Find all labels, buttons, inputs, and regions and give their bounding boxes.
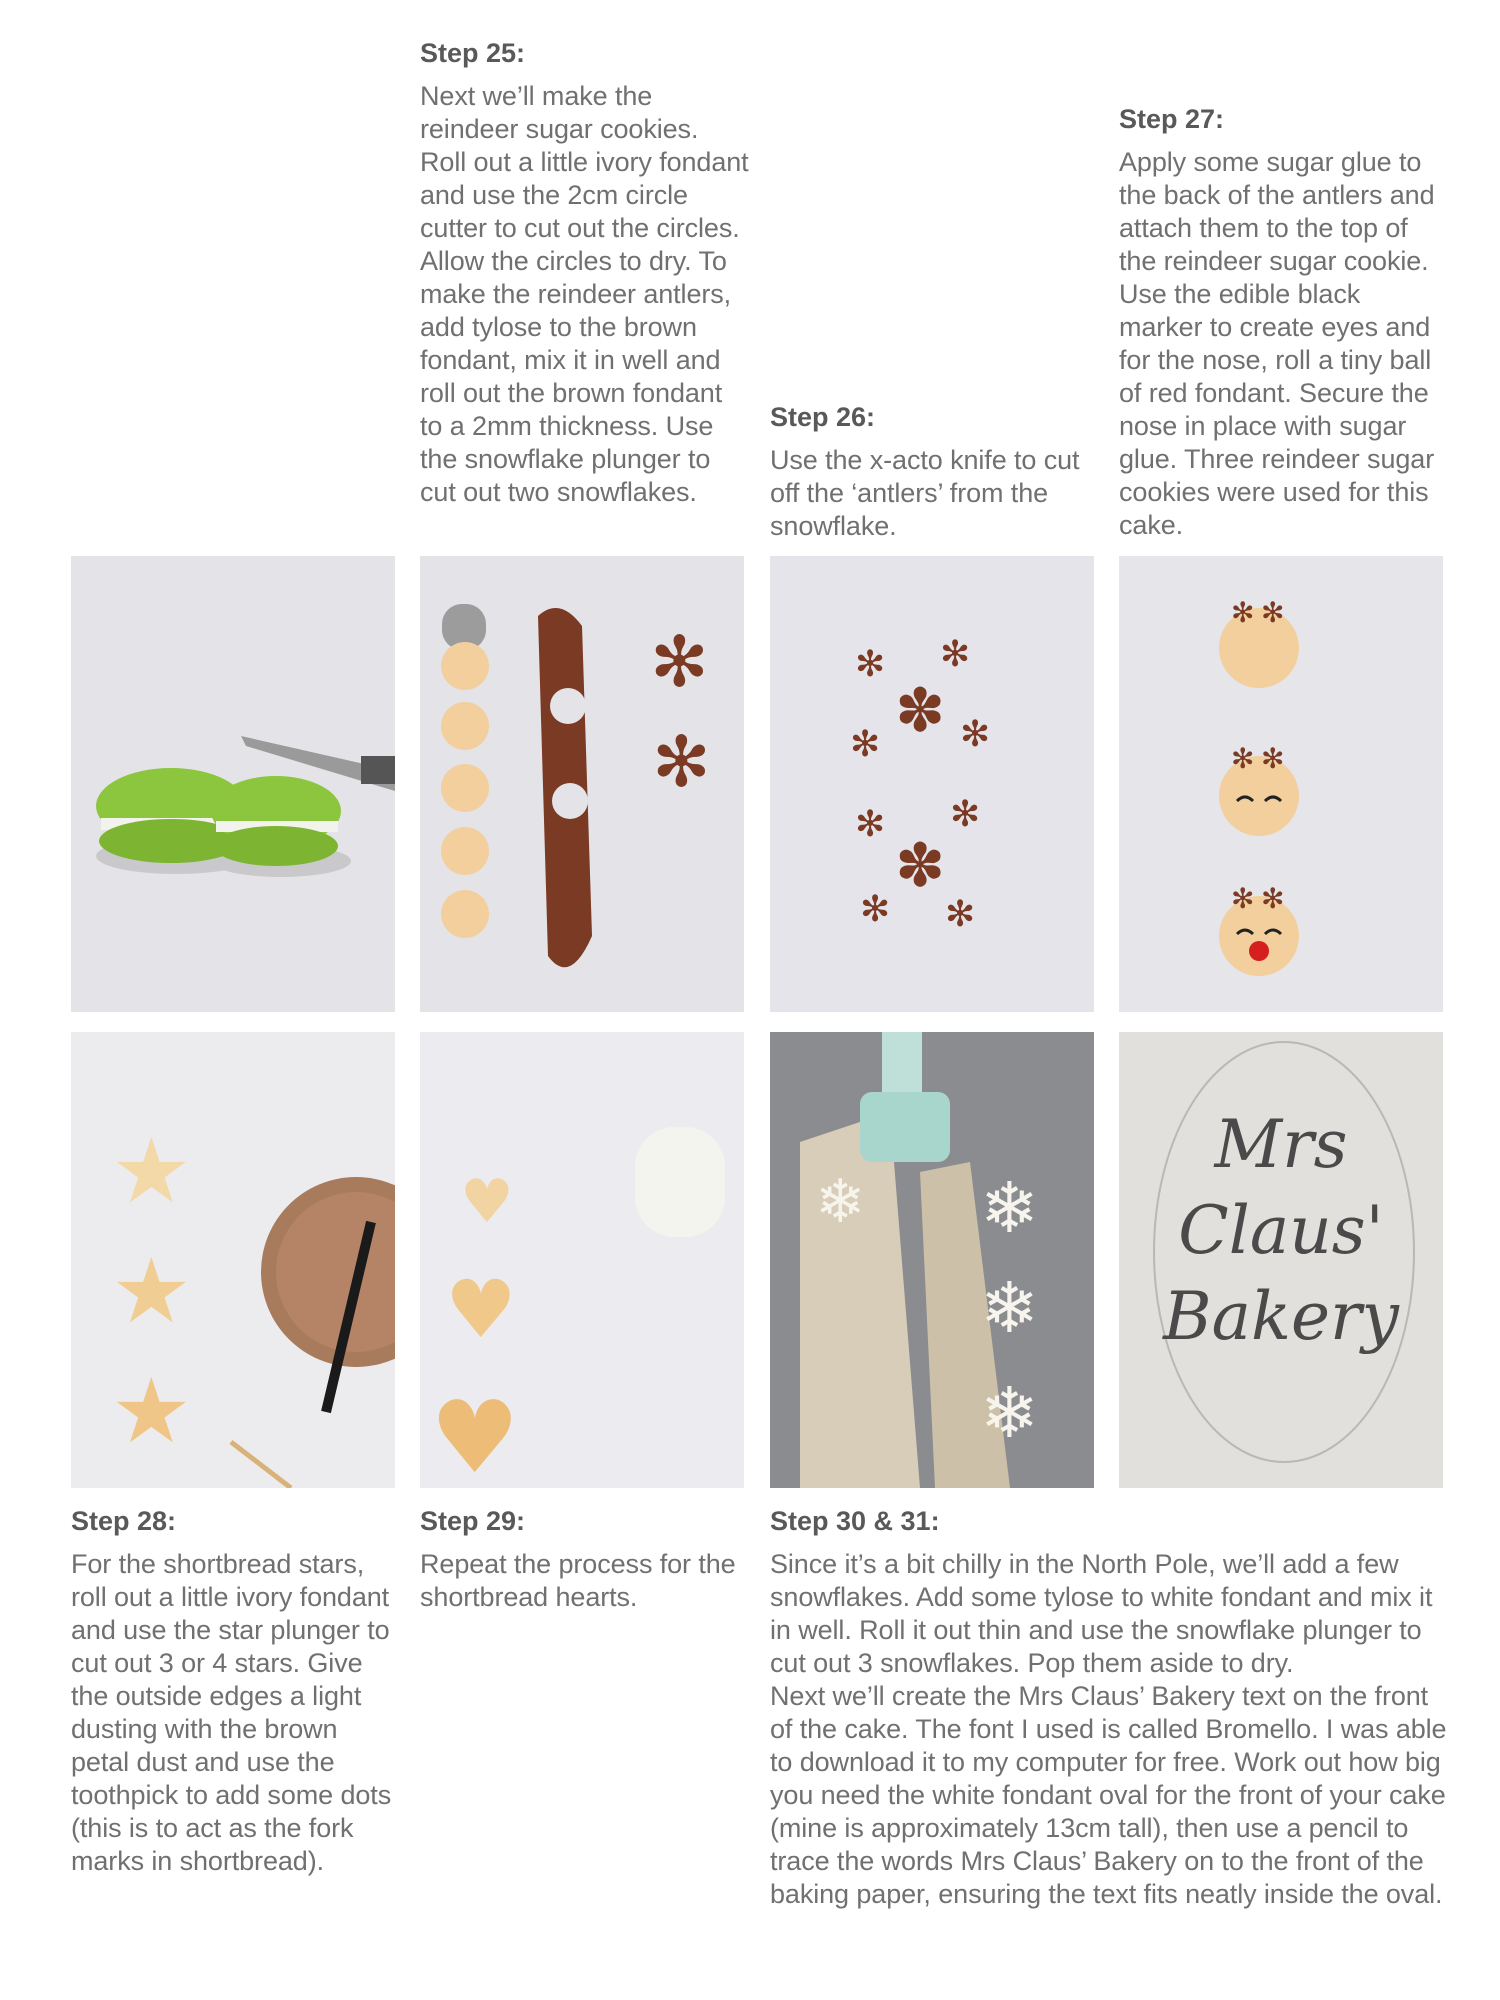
svg-text:✻: ✻ [652,721,711,803]
svg-text:✻: ✻ [860,889,891,930]
svg-text:✻: ✻ [1261,596,1285,629]
svg-text:✻: ✻ [960,714,991,755]
svg-text:✻: ✻ [1231,882,1255,915]
photo-reindeer-cookies [1119,556,1443,1012]
step-30-31 [770,1506,1450,1911]
photo-white-snowflakes [770,1032,1094,1488]
photo-macarons [71,556,395,1012]
step-26-title: Step 26: [770,402,876,432]
svg-text:✻: ✻ [855,644,886,685]
svg-text:♥: ♥ [460,1167,514,1237]
photo-shortbread-hearts [420,1032,744,1488]
step-27 [1119,104,1449,542]
step-29-text: Repeat the process for the shortbread hearts. [420,1549,736,1612]
svg-text:✻: ✻ [855,804,886,845]
svg-text:❄: ❄ [980,1372,1039,1454]
svg-text:♥: ♥ [430,1379,520,1488]
bakery-text-line-1: Mrs [1214,1106,1348,1183]
svg-text:✻: ✻ [650,621,709,703]
step-29-title: Step 29: [420,1506,526,1536]
svg-text:❄: ❄ [980,1167,1039,1249]
photo-antlers [770,556,1094,1012]
step-25-title: Step 25: [420,38,526,68]
step-25 [420,38,750,509]
svg-text:✽: ✽ [895,676,946,746]
svg-text:✻: ✻ [950,794,981,835]
step-27-text: Apply some sugar glue to the back of the antlers and attach them to the top of the reindeer sugar cookie. Use the edible black marker to create eyes and for the nose, roll a tiny ball of red fondant. Secure the nose in place with sugar glue. Three reindeer sugar cookies were used for this cake. [1119,147,1435,540]
step-27-title: Step 27: [1119,104,1225,134]
svg-text:★: ★ [111,1119,192,1224]
svg-text:★: ★ [111,1239,192,1344]
svg-text:✻: ✻ [940,634,971,675]
step-25-text: Next we’ll make the reindeer sugar cookies. Roll out a little ivory fondant and use the 2cm circle cutter to cut out the circles. Allow the circles to dry. To make the reindeer antlers, add tylose to the brown fondant, mix it in well and roll out the brown fondant to a 2mm thickness. Use the snowflake plunger to cut out two snowflakes. [420,81,749,507]
step-30-31-title: Step 30 & 31: [770,1506,940,1536]
step-30-31-para-2: Next we’ll create the Mrs Claus’ Bakery text on the front of the cake. The font I used is called Bromello. I was able to download it to my computer for free. Work out how big you need the white fondant oval for the front of your cake (mine is approximately 13cm tall), then use a pencil to trace the words Mrs Claus’ Bakery on to the front of the baking paper, ensuring the text fits neatly inside the oval. [770,1681,1447,1909]
step-29 [420,1506,750,1614]
step-28 [71,1506,401,1878]
svg-text:✻: ✻ [1231,596,1255,629]
step-28-text: For the shortbread stars, roll out a little ivory fondant and use the star plunger to cut out 3 or 4 stars. Give the outside edges a light dusting with the brown petal dust and use the toothpick to add some dots (this is to act as the fork marks in shortbread). [71,1549,392,1876]
svg-text:❄: ❄ [815,1167,866,1237]
svg-text:♥: ♥ [445,1263,517,1356]
bakery-text-line-3: Bakery [1163,1278,1399,1355]
photo-shortbread-stars [71,1032,395,1488]
step-26 [770,402,1100,543]
step-30-31-text [770,1548,1450,1911]
svg-text:✻: ✻ [945,894,976,935]
step-30-31-para-1: Since it’s a bit chilly in the North Pole, we’ll add a few snowflakes. Add some tylose to white fondant and mix it in well. Roll it out thin and use the snowflake plunger to cut out 3 snowflakes. Pop them aside to dry. [770,1549,1433,1678]
step-26-text: Use the x-acto knife to cut off the ‘antlers’ from the snowflake. [770,445,1080,541]
svg-text:❄: ❄ [980,1267,1039,1349]
svg-text:✽: ✽ [895,831,946,901]
photo-reindeer-circles [420,556,744,1012]
step-28-title: Step 28: [71,1506,177,1536]
svg-text:✻: ✻ [1261,742,1285,775]
bakery-text-line-2: Claus' [1178,1192,1384,1269]
svg-text:✻: ✻ [1261,882,1285,915]
svg-text:✻: ✻ [850,724,881,765]
svg-text:✻: ✻ [1231,742,1255,775]
photo-bakery-tracing [1119,1032,1443,1488]
svg-text:★: ★ [111,1359,192,1464]
